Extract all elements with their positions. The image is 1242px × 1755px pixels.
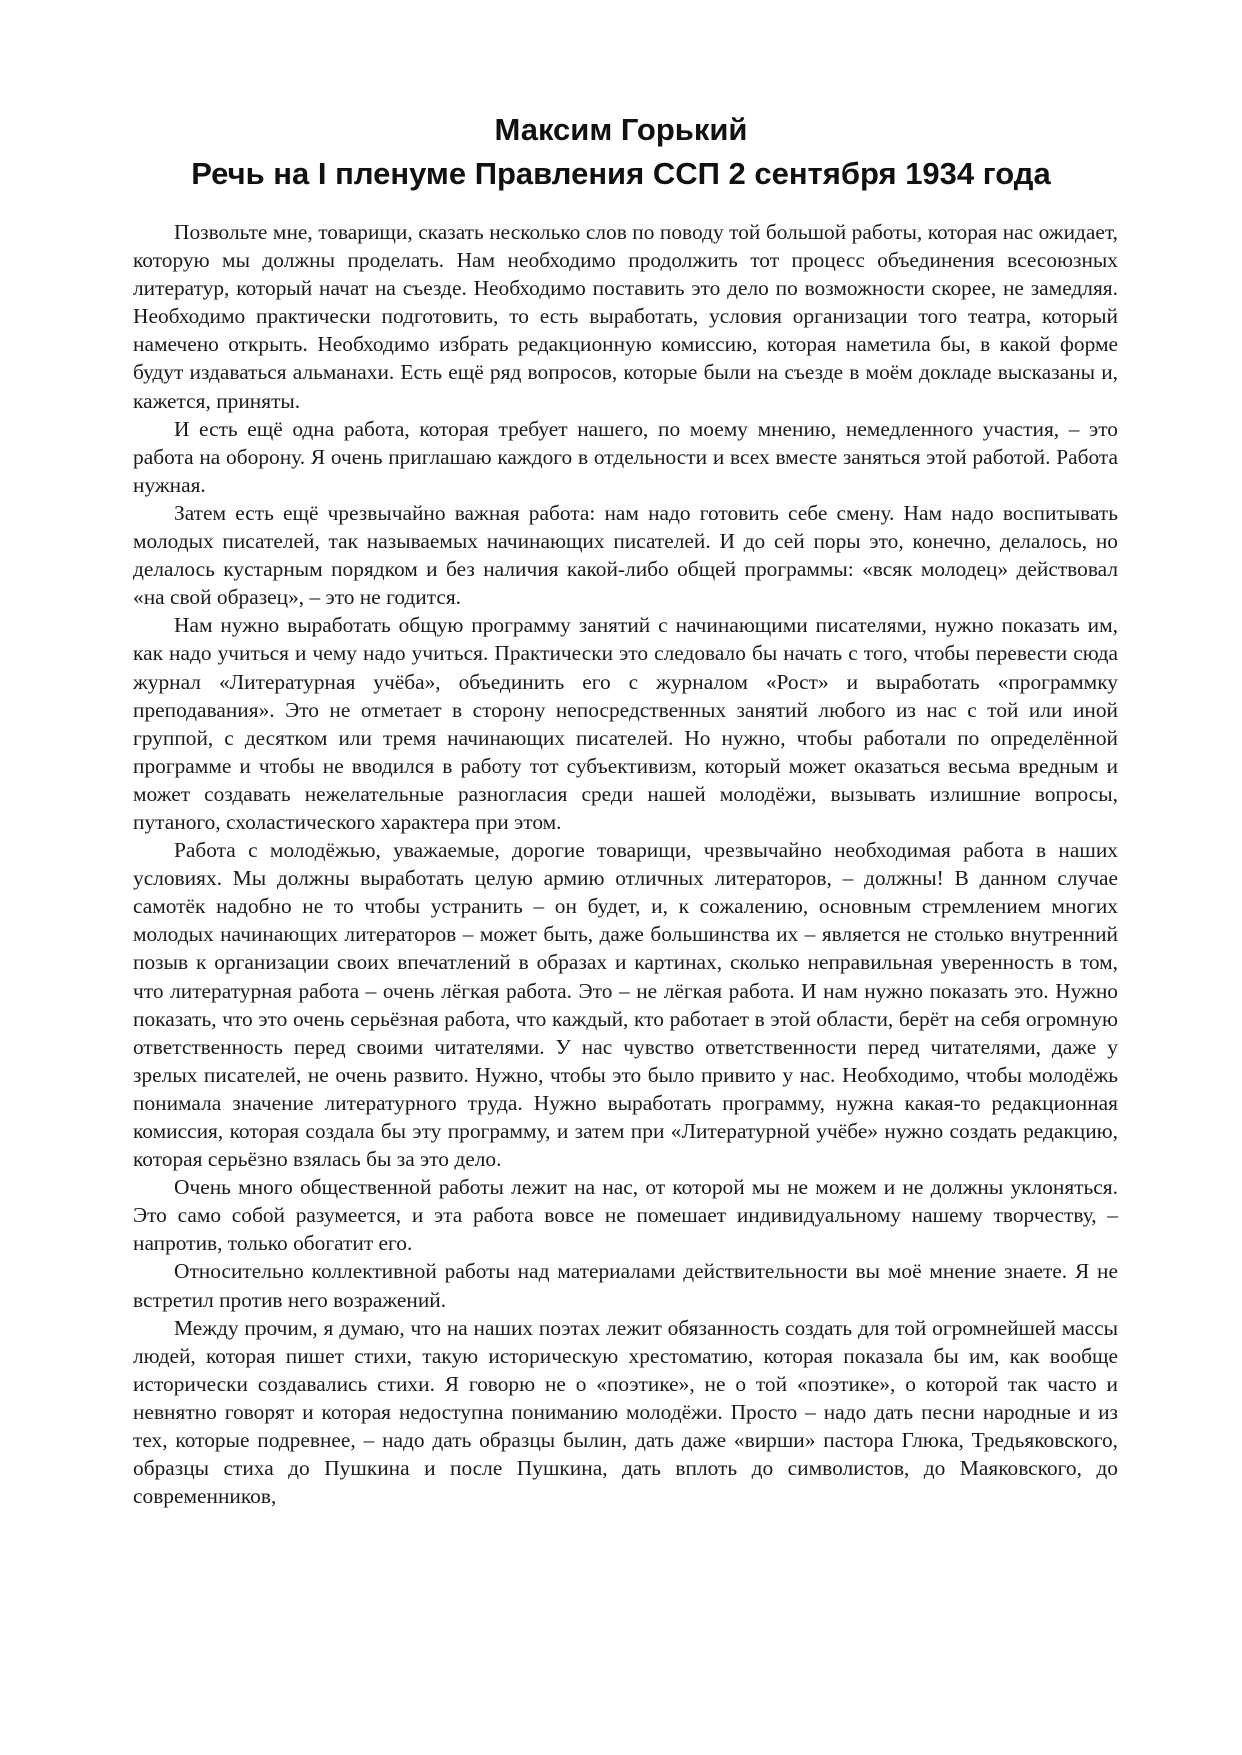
paragraph: Относительно коллективной работы над материалами действительности вы моё мнение знаете. Я не встретил против него возражений. (133, 1259, 1118, 1312)
paragraph: Нам нужно выработать общую программу занятий с начинающими писателями, нужно показать им, как надо учиться и чему надо учиться. Практически это следовало бы начать с того, чтобы перевести сюда журнал «Литературная учёба», объединить его с журналом «Рост» и выработать «программку преподавания». Это не отметает в сторону непосредственных занятий любого из нас с той или иной группой, с десятком или тремя начинающих писателей. Но нужно, чтобы работали по определённой программе и чтобы не вводился в работу тот субъективизм, который может оказаться весьма вредным и может создавать нежелательные разногласия среди нашей молодёжи, вызывать излишние вопросы, путаного, схоластического характера при этом. (133, 613, 1118, 834)
paragraph: И есть ещё одна работа, которая требует нашего, по моему мнению, немедленного участия, – это работа на оборону. Я очень приглашаю каждого в отдельности и всех вместе заняться этой работой. Работа нужная. (133, 416, 1118, 497)
paragraph: Между прочим, я думаю, что на наших поэтах лежит обязанность создать для той огромнейшей массы людей, которая пишет стихи, такую историческую хрестоматию, которая показала бы им, как вообще исторически создавались стихи. Я говорю не о «поэтике», не о той «поэтике», о которой так часто и невнятно говорят и которая недоступна пониманию молодёжи. Просто – надо дать песни народные и из тех, которые подревнее, – надо дать образцы былин, дать даже «вирши» пастора Глюка, Тредьяковского, образцы стиха до Пушкина и после Пушкина, дать вплоть до символистов, до Маяковского, до современников, (133, 1315, 1118, 1509)
paragraph: Работа с молодёжью, уважаемые, дорогие товарищи, чрезвычайно необходимая работа в наших условиях. Мы должны выработать целую армию отличных литераторов, – должны! В данном случае самотёк надобно не то чтобы устранить – он будет, и, к сожалению, основным стремлением многих молодых начинающих литераторов – может быть, даже большинства их – является не столько внутренний позыв к организации своих впечатлений в образах и картинах, сколько неправильная уверенность в том, что литературная работа – очень лёгкая работа. Это – не лёгкая работа. И нам нужно показать это. Нужно показать, что это очень серьёзная работа, что каждый, кто работает в этой области, берёт на себя огромную ответственность перед своими читателями. У нас чувство ответственности перед читателями, даже у зрелых писателей, не очень развито. Нужно, чтобы это было привито у нас. Необходимо, чтобы молодёжь понимала значение литературного труда. Нужно выработать программу, нужна какая-то редакционная комиссия, которая создала бы эту программу, и затем при «Литературной учёбе» нужно создать редакцию, которая серьёзно взялась бы за это дело. (133, 838, 1118, 1172)
document-header (0, 108, 1242, 196)
paragraph: Позвольте мне, товарищи, сказать несколько слов по поводу той большой работы, которая нас ожидает, которую мы должны проделать. Нам необходимо продолжить тот процесс объединения всесоюзных литератур, который начат на съезде. Необходимо поставить это дело по возможности скорее, не замедляя. Необходимо практически подготовить, то есть выработать, условия организации того театра, который намечено открыть. Необходимо избрать редакционную комиссию, которая наметила бы, в какой форме будут издаваться альманахи. Есть ещё ряд вопросов, которые были на съезде в моём докладе высказаны и, кажется, приняты. (133, 220, 1118, 413)
paragraph: Очень много общественной работы лежит на нас, от которой мы не можем и не должны уклоняться. Это само собой разумеется, и эта работа вовсе не помешает индивидуальному нашему творчеству, – напротив, только обогатит его. (133, 1175, 1118, 1256)
document-body (133, 218, 1118, 1510)
paragraph: Затем есть ещё чрезвычайно важная работа: нам надо готовить себе смену. Нам надо воспитывать молодых писателей, так называемых начинающих писателей. И до сей поры это, конечно, делалось, но делалось кустарным порядком и без наличия какой-либо общей программы: «всяк молодец» действовал «на свой образец», – это не годится. (133, 500, 1118, 610)
author-name: Максим Горький (494, 112, 748, 147)
document-title: Речь на I пленуме Правления ССП 2 сентября 1934 года (191, 156, 1051, 191)
